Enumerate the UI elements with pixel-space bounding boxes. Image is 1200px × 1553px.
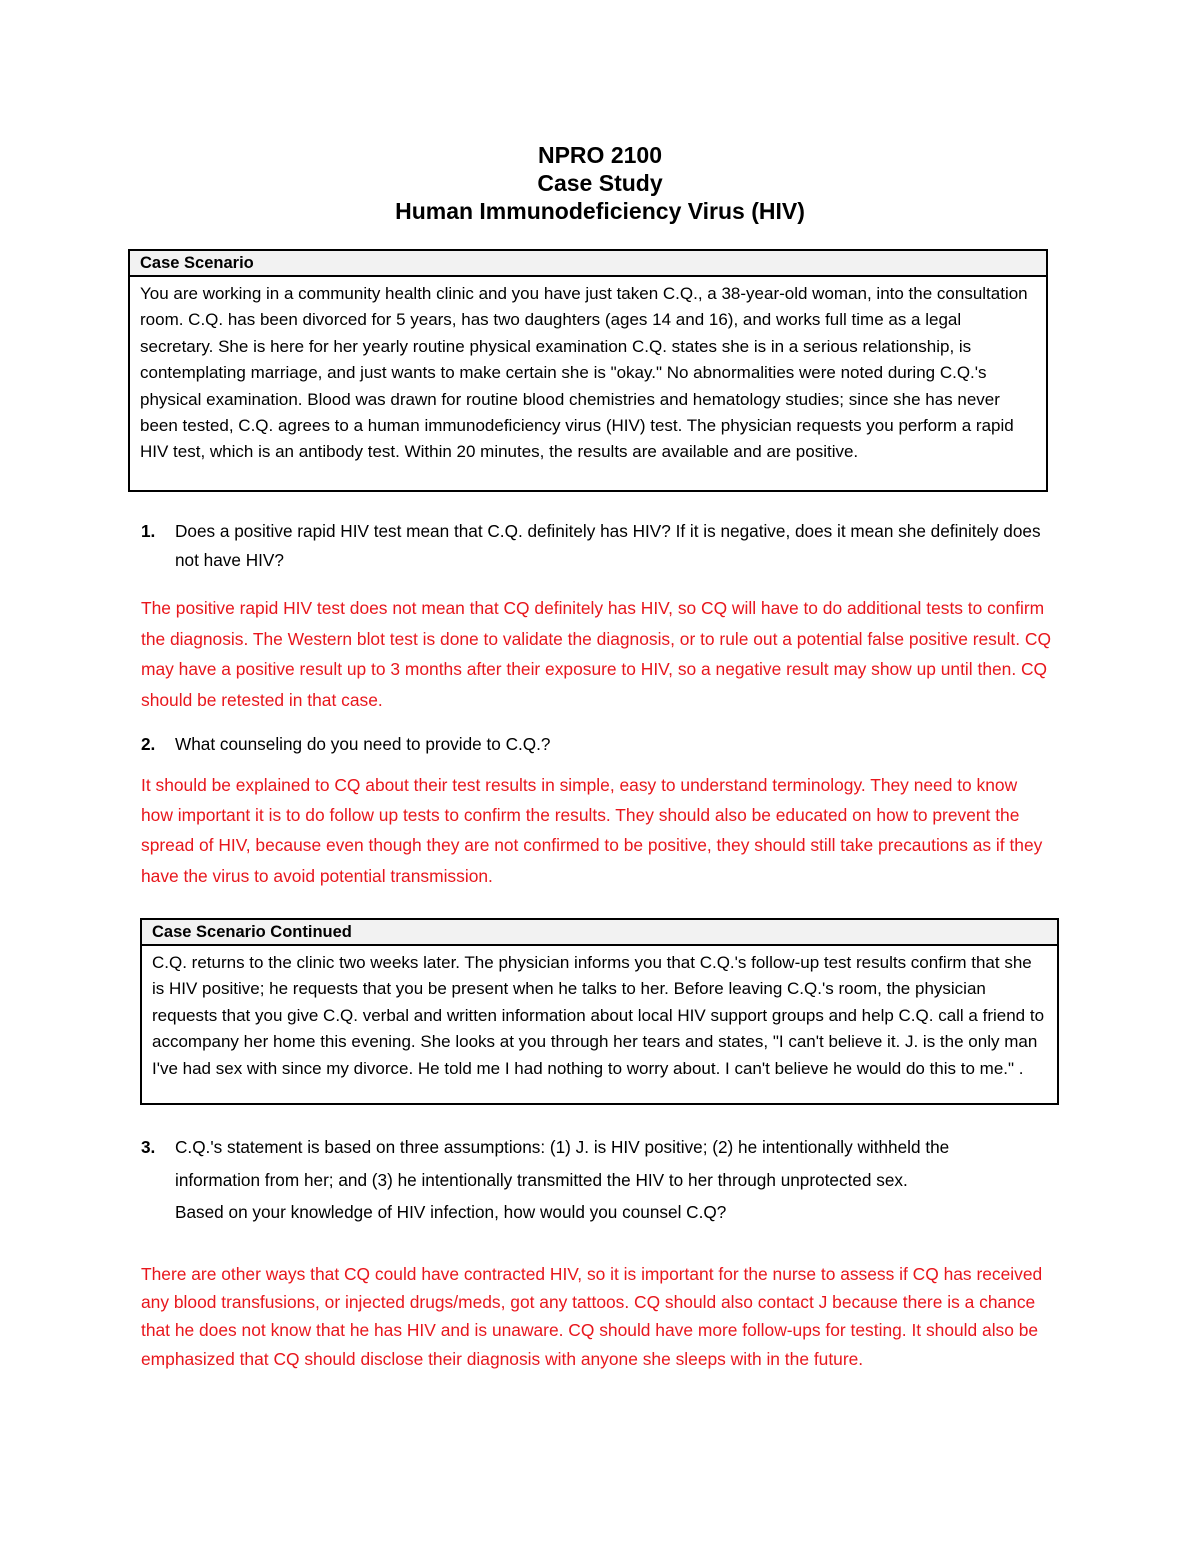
case-topic: Human Immunodeficiency Virus (HIV) xyxy=(395,198,805,224)
document-title xyxy=(0,141,1200,225)
question-text: C.Q.'s statement is based on three assumptions: (1) J. is HIV positive; (2) he intentionally withheld the information from her; and (3) he intentionally transmitted the HIV to her through unprotected sex. Based on your knowledge of HIV infection, how would you counsel C.Q? xyxy=(175,1137,950,1222)
course-code: NPRO 2100 xyxy=(537,142,662,168)
question-text: Does a positive rapid HIV test mean that C.Q. definitely has HIV? If it is negative, does it mean she definitely does not have HIV? xyxy=(175,521,1041,570)
answer-2: It should be explained to CQ about their test results in simple, easy to understand terminology. They need to know how important it is to do follow up tests to confirm the results. They should also be educated on how to prevent the spread of HIV, because even though they are not confirmed to be positive, they should still take precautions as if they have the virus to avoid potential transmission. xyxy=(141,775,1043,886)
question-number: 1. xyxy=(141,521,156,541)
question-3 xyxy=(141,1131,961,1229)
question-number: 3. xyxy=(141,1137,156,1157)
case-scenario-text: You are working in a community health clinic and you have just taken C.Q., a 38-year-old woman, into the consultation room. C.Q. has been divorced for 5 years, has two daughters (ages 14 and 16), and works full time as a legal secretary. She is here for her yearly routine physical examination C.Q. states she is in a serious relationship, is contemplating marriage, and just wants to make certain she is "okay." No abnormalities were noted during C.Q.'s physical examination. Blood was drawn for routine blood chemistries and hematology studies; since she has never been tested, C.Q. agrees to a human immunodeficiency virus (HIV) test. The physician requests you perform a rapid HIV test, which is an antibody test. Within 20 minutes, the results are available and are positive. xyxy=(140,284,1028,462)
question-number: 2. xyxy=(141,734,156,754)
question-2 xyxy=(141,730,1041,759)
case-scenario-box xyxy=(128,249,1048,492)
case-scenario-continued-heading: Case Scenario Continued xyxy=(142,920,1057,946)
question-text: What counseling do you need to provide to C.Q.? xyxy=(175,734,551,754)
question-1 xyxy=(141,517,1041,575)
case-scenario-continued-text: C.Q. returns to the clinic two weeks later. The physician informs you that C.Q.'s follow-up test results confirm that she is HIV positive; he requests that you be present when he talks to her. Before leaving C.Q.'s room, the physician requests that you give C.Q. verbal and written information about local HIV support groups and help C.Q. call a friend to accompany her home this evening. She looks at you through her tears and states, "I can't believe it. J. is the only man I've had sex with since my divorce. He told me I had nothing to worry about. I can't believe he would do this to me." . xyxy=(152,953,1045,1078)
case-scenario-heading: Case Scenario xyxy=(130,251,1046,277)
case-scenario-continued-box xyxy=(140,918,1059,1105)
document-type: Case Study xyxy=(537,170,663,196)
answer-1: The positive rapid HIV test does not mean that CQ definitely has HIV, so CQ will have to do additional tests to confirm the diagnosis. The Western blot test is done to validate the diagnosis, or to rule out a potential false positive result. CQ may have a positive result up to 3 months after their exposure to HIV, so a negative result may show up until then. CQ should be retested in that case. xyxy=(141,598,1051,710)
answer-3: There are other ways that CQ could have contracted HIV, so it is important for the nurse to assess if CQ has received any blood transfusions, or injected drugs/meds, got any tattoos. CQ should also contact J because there is a chance that he does not know that he has HIV and is unaware. CQ should have more follow-ups for testing. It should also be emphasized that CQ should disclose their diagnosis with anyone she sleeps with in the future. xyxy=(141,1264,1043,1369)
